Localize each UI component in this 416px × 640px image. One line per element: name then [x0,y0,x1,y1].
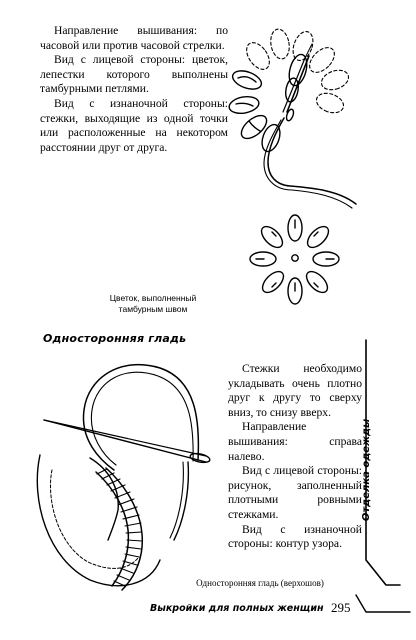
figure2-caption: Односторонняя гладь (верхошов) [196,578,324,588]
paragraph-front-side: Вид с лицевой стороны: рисунок, заполненный плотными ровными стежками. [228,464,362,521]
figure1-caption-line1: Цветок, выполненный [109,293,197,303]
chain-stitch-flower-ring-illustration [250,215,339,304]
paragraph-back-side: Вид с изнаночной стороны: стежки, выходящие из одной точки или расположенные на некотором расстоянии друг от друга. [40,96,228,154]
satin-stitch-description [228,362,362,552]
side-running-title: Отделка одежды [361,418,372,522]
chain-stitch-flower-front-illustration [228,28,356,208]
paragraph-direction: Направление вышивания: справа налево. [228,420,362,463]
figure1-caption-line2: тамбурным швом [118,304,188,314]
figure1-caption [78,293,228,315]
paragraph-direction: Направление вышивания: по часовой или против часовой стрелки. [40,24,228,52]
page-number: 295 [331,600,351,615]
section-heading: Односторонняя гладь [43,332,187,345]
paragraph-stitch-placement: Стежки необходимо укладывать очень плотно друг к другу то сверху вниз, то снизу вверх. [228,362,362,419]
footer-book-title: Выкройки для полных женщин [150,603,324,614]
paragraph-back-side: Вид с изнаночной стороны: контур узора. [228,522,362,551]
paragraph-front-side: Вид с лицевой стороны: цветок, лепестки которого выполнены тамбурными петлями. [40,53,228,96]
satin-stitch-illustration [37,365,210,590]
